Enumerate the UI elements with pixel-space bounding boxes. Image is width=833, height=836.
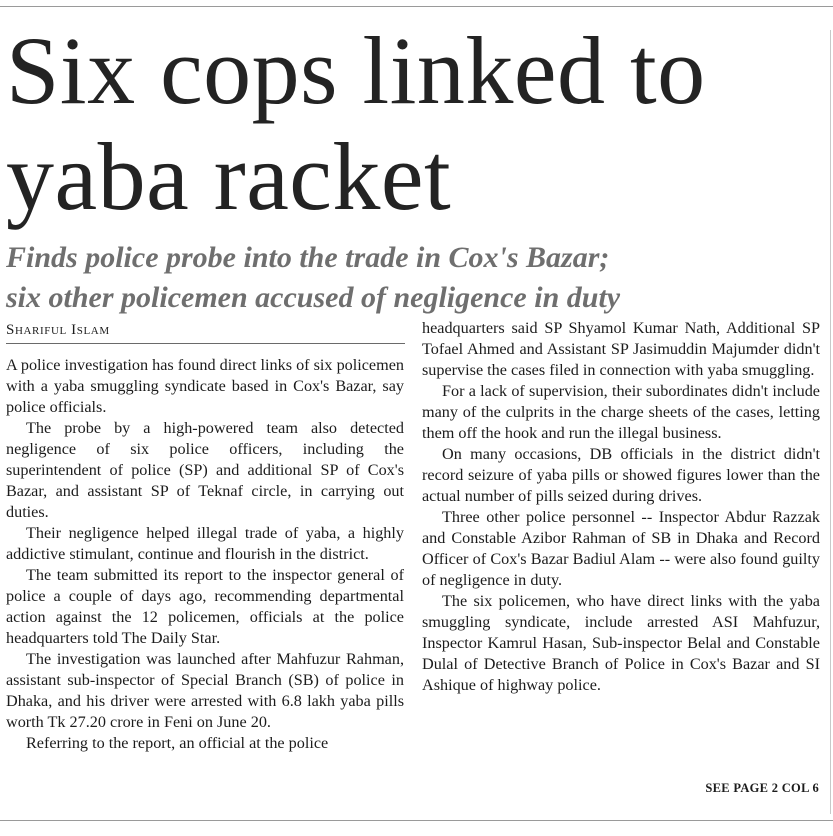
subheadline: [6, 238, 821, 318]
headline-line-2: yaba racket: [6, 123, 452, 230]
paragraph: headquarters said SP Shyamol Kumar Nath, Additional SP Tofael Ahmed and Assistant SP Jasimuddin Majumder didn't supervise the cases filed in connection with yaba smuggling.: [422, 319, 820, 379]
right-rule: [830, 30, 831, 814]
byline-rule: [6, 343, 405, 344]
bottom-rule: [0, 820, 833, 821]
paragraph: Referring to the report, an official at the police: [26, 734, 329, 752]
article-column-left: [6, 355, 404, 754]
paragraph: The investigation was launched after Mahfuzur Rahman, assistant sub-inspector of Special Branch (SB) of police in Dhaka, and his driver were arrested with 6.8 lakh yaba pills worth Tk 27.20 crore in Feni on June 20.: [6, 650, 404, 731]
headline-line-1: Six cops linked to: [6, 17, 706, 124]
paragraph: For a lack of supervision, their subordinates didn't include many of the culprits in the charge sheets of the cases, letting them off the hook and run the illegal business.: [422, 382, 820, 442]
headline: [6, 18, 821, 230]
paragraph: A police investigation has found direct links of six policemen with a yaba smuggling syndicate based in Cox's Bazar, say police officials.: [6, 356, 404, 416]
continued-on-page-link[interactable]: SEE PAGE 2 COL 6: [705, 781, 819, 795]
paragraph: The team submitted its report to the inspector general of police a couple of days ago, recommending departmental action against the 12 policemen, officials at the police headquarters told The Daily Star.: [6, 566, 404, 647]
paragraph: Three other police personnel -- Inspector Abdur Razzak and Constable Azibor Rahman of SB in Dhaka and Record Officer of Cox's Bazar Badiul Alam -- were also found guilty of negligence in duty.: [422, 508, 820, 589]
paragraph: On many occasions, DB officials in the district didn't record seizure of yaba pills or showed figures lower than the actual number of pills seized during drives.: [422, 445, 820, 505]
paragraph: Their negligence helped illegal trade of yaba, a highly addictive stimulant, continue and flourish in the district.: [6, 524, 404, 563]
subheadline-line-1: Finds police probe into the trade in Cox's Bazar;: [6, 241, 610, 274]
top-rule: [0, 6, 833, 7]
article-column-right: [422, 318, 820, 696]
subheadline-line-2: six other policemen accused of negligence in duty: [6, 281, 621, 314]
paragraph: The probe by a high-powered team also detected negligence of six police officers, including the superintendent of police (SP) and additional SP of Cox's Bazar, and assistant SP of Teknaf circle, in carrying out duties.: [6, 419, 404, 521]
byline: Shariful Islam: [6, 322, 110, 338]
paragraph: The six policemen, who have direct links with the yaba smuggling syndicate, include arrested ASI Mahfuzur, Inspector Kamrul Hasan, Sub-inspector Belal and Constable Dulal of Detective Branch of Police in Cox's Bazar and SI Ashique of highway police.: [422, 592, 820, 694]
